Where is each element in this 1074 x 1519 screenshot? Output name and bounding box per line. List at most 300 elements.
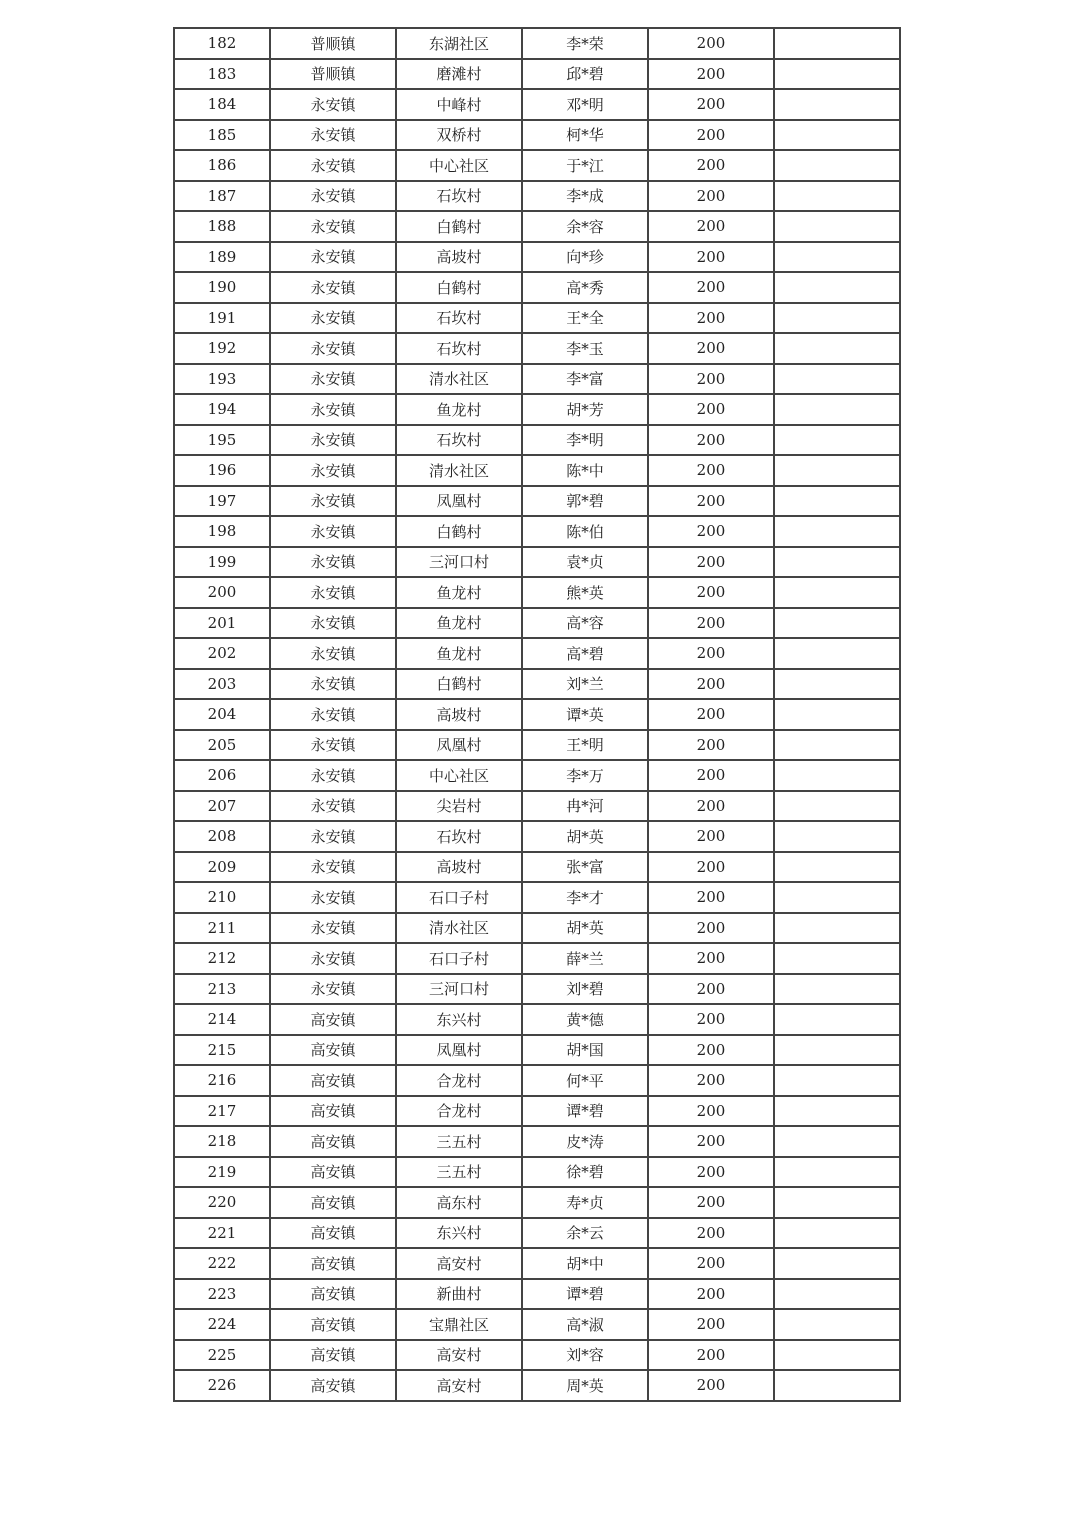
row-number-cell: 196	[174, 455, 270, 486]
village-cell: 鱼龙村	[396, 394, 522, 425]
row-number-cell: 218	[174, 1126, 270, 1157]
amount-cell: 200	[648, 577, 774, 608]
remark-cell	[774, 516, 900, 547]
table-row	[174, 364, 900, 395]
village-cell: 石坎村	[396, 333, 522, 364]
name-cell: 谭*碧	[522, 1279, 648, 1310]
row-number-cell: 189	[174, 242, 270, 273]
row-number-cell: 219	[174, 1157, 270, 1188]
remark-cell	[774, 120, 900, 151]
amount-cell: 200	[648, 1035, 774, 1066]
town-cell: 永安镇	[270, 730, 396, 761]
name-cell: 胡*国	[522, 1035, 648, 1066]
town-cell: 高安镇	[270, 1126, 396, 1157]
village-cell: 石口子村	[396, 882, 522, 913]
name-cell: 张*富	[522, 852, 648, 883]
row-number-cell: 184	[174, 89, 270, 120]
table-row	[174, 333, 900, 364]
table-row	[174, 59, 900, 90]
name-cell: 黄*德	[522, 1004, 648, 1035]
name-cell: 陈*中	[522, 455, 648, 486]
name-cell: 李*明	[522, 425, 648, 456]
town-cell: 永安镇	[270, 699, 396, 730]
name-cell: 刘*碧	[522, 974, 648, 1005]
row-number-cell: 186	[174, 150, 270, 181]
amount-cell: 200	[648, 1309, 774, 1340]
remark-cell	[774, 1157, 900, 1188]
row-number-cell: 207	[174, 791, 270, 822]
village-cell: 新曲村	[396, 1279, 522, 1310]
row-number-cell: 199	[174, 547, 270, 578]
remark-cell	[774, 577, 900, 608]
row-number-cell: 195	[174, 425, 270, 456]
town-cell: 永安镇	[270, 242, 396, 273]
table-row	[174, 1096, 900, 1127]
village-cell: 三河口村	[396, 547, 522, 578]
remark-cell	[774, 943, 900, 974]
row-number-cell: 225	[174, 1340, 270, 1371]
town-cell: 永安镇	[270, 913, 396, 944]
table-row	[174, 1035, 900, 1066]
table-row	[174, 974, 900, 1005]
table-row	[174, 852, 900, 883]
table-row	[174, 760, 900, 791]
remark-cell	[774, 791, 900, 822]
remark-cell	[774, 364, 900, 395]
table-row	[174, 28, 900, 59]
row-number-cell: 187	[174, 181, 270, 212]
town-cell: 永安镇	[270, 181, 396, 212]
name-cell: 李*成	[522, 181, 648, 212]
name-cell: 李*万	[522, 760, 648, 791]
amount-cell: 200	[648, 333, 774, 364]
remark-cell	[774, 59, 900, 90]
table-row	[174, 699, 900, 730]
town-cell: 永安镇	[270, 486, 396, 517]
amount-cell: 200	[648, 791, 774, 822]
name-cell: 李*富	[522, 364, 648, 395]
town-cell: 永安镇	[270, 638, 396, 669]
remark-cell	[774, 821, 900, 852]
town-cell: 永安镇	[270, 547, 396, 578]
town-cell: 永安镇	[270, 516, 396, 547]
name-cell: 刘*容	[522, 1340, 648, 1371]
name-cell: 胡*英	[522, 913, 648, 944]
table-row	[174, 425, 900, 456]
name-cell: 周*英	[522, 1370, 648, 1401]
town-cell: 高安镇	[270, 1065, 396, 1096]
table-row	[174, 577, 900, 608]
name-cell: 于*江	[522, 150, 648, 181]
amount-cell: 200	[648, 425, 774, 456]
name-cell: 王*全	[522, 303, 648, 334]
village-cell: 高坡村	[396, 852, 522, 883]
village-cell: 石坎村	[396, 821, 522, 852]
amount-cell: 200	[648, 211, 774, 242]
town-cell: 高安镇	[270, 1004, 396, 1035]
row-number-cell: 221	[174, 1218, 270, 1249]
amount-cell: 200	[648, 1340, 774, 1371]
table-row	[174, 1004, 900, 1035]
name-cell: 高*容	[522, 608, 648, 639]
table-row	[174, 1340, 900, 1371]
amount-cell: 200	[648, 730, 774, 761]
town-cell: 永安镇	[270, 821, 396, 852]
remark-cell	[774, 242, 900, 273]
amount-cell: 200	[648, 516, 774, 547]
village-cell: 鱼龙村	[396, 577, 522, 608]
amount-cell: 200	[648, 974, 774, 1005]
town-cell: 永安镇	[270, 272, 396, 303]
row-number-cell: 206	[174, 760, 270, 791]
table-row	[174, 943, 900, 974]
amount-cell: 200	[648, 364, 774, 395]
remark-cell	[774, 730, 900, 761]
table-row	[174, 150, 900, 181]
town-cell: 永安镇	[270, 89, 396, 120]
village-cell: 东兴村	[396, 1218, 522, 1249]
row-number-cell: 210	[174, 882, 270, 913]
town-cell: 永安镇	[270, 760, 396, 791]
village-cell: 合龙村	[396, 1096, 522, 1127]
village-cell: 清水社区	[396, 364, 522, 395]
row-number-cell: 183	[174, 59, 270, 90]
name-cell: 薛*兰	[522, 943, 648, 974]
name-cell: 李*荣	[522, 28, 648, 59]
table-row	[174, 1187, 900, 1218]
remark-cell	[774, 913, 900, 944]
amount-cell: 200	[648, 303, 774, 334]
amount-cell: 200	[648, 1279, 774, 1310]
village-cell: 三河口村	[396, 974, 522, 1005]
remark-cell	[774, 1035, 900, 1066]
amount-cell: 200	[648, 1218, 774, 1249]
row-number-cell: 222	[174, 1248, 270, 1279]
remark-cell	[774, 1096, 900, 1127]
remark-cell	[774, 455, 900, 486]
remark-cell	[774, 1340, 900, 1371]
town-cell: 普顺镇	[270, 59, 396, 90]
amount-cell: 200	[648, 1248, 774, 1279]
table-row	[174, 89, 900, 120]
name-cell: 谭*英	[522, 699, 648, 730]
row-number-cell: 182	[174, 28, 270, 59]
town-cell: 永安镇	[270, 943, 396, 974]
roster-table-body	[174, 28, 900, 1401]
row-number-cell: 215	[174, 1035, 270, 1066]
remark-cell	[774, 211, 900, 242]
amount-cell: 200	[648, 272, 774, 303]
village-cell: 凤凰村	[396, 486, 522, 517]
town-cell: 永安镇	[270, 150, 396, 181]
row-number-cell: 214	[174, 1004, 270, 1035]
village-cell: 凤凰村	[396, 1035, 522, 1066]
village-cell: 合龙村	[396, 1065, 522, 1096]
remark-cell	[774, 760, 900, 791]
amount-cell: 200	[648, 28, 774, 59]
town-cell: 永安镇	[270, 882, 396, 913]
table-row	[174, 608, 900, 639]
amount-cell: 200	[648, 242, 774, 273]
amount-cell: 200	[648, 120, 774, 151]
table-row	[174, 1065, 900, 1096]
remark-cell	[774, 1065, 900, 1096]
village-cell: 鱼龙村	[396, 638, 522, 669]
amount-cell: 200	[648, 608, 774, 639]
town-cell: 高安镇	[270, 1309, 396, 1340]
amount-cell: 200	[648, 638, 774, 669]
row-number-cell: 194	[174, 394, 270, 425]
amount-cell: 200	[648, 1065, 774, 1096]
table-row	[174, 120, 900, 151]
remark-cell	[774, 150, 900, 181]
village-cell: 三五村	[396, 1157, 522, 1188]
town-cell: 永安镇	[270, 333, 396, 364]
amount-cell: 200	[648, 1126, 774, 1157]
town-cell: 高安镇	[270, 1096, 396, 1127]
remark-cell	[774, 89, 900, 120]
name-cell: 皮*涛	[522, 1126, 648, 1157]
remark-cell	[774, 272, 900, 303]
village-cell: 石坎村	[396, 303, 522, 334]
row-number-cell: 203	[174, 669, 270, 700]
village-cell: 白鹤村	[396, 516, 522, 547]
remark-cell	[774, 1126, 900, 1157]
table-row	[174, 181, 900, 212]
row-number-cell: 217	[174, 1096, 270, 1127]
village-cell: 高安村	[396, 1340, 522, 1371]
name-cell: 袁*贞	[522, 547, 648, 578]
table-row	[174, 730, 900, 761]
name-cell: 高*碧	[522, 638, 648, 669]
town-cell: 永安镇	[270, 120, 396, 151]
amount-cell: 200	[648, 89, 774, 120]
row-number-cell: 209	[174, 852, 270, 883]
name-cell: 谭*碧	[522, 1096, 648, 1127]
name-cell: 刘*兰	[522, 669, 648, 700]
amount-cell: 200	[648, 669, 774, 700]
row-number-cell: 185	[174, 120, 270, 151]
town-cell: 永安镇	[270, 394, 396, 425]
name-cell: 高*淑	[522, 1309, 648, 1340]
remark-cell	[774, 1248, 900, 1279]
town-cell: 高安镇	[270, 1187, 396, 1218]
name-cell: 李*才	[522, 882, 648, 913]
amount-cell: 200	[648, 59, 774, 90]
village-cell: 白鹤村	[396, 669, 522, 700]
table-row	[174, 791, 900, 822]
remark-cell	[774, 669, 900, 700]
name-cell: 熊*英	[522, 577, 648, 608]
table-row	[174, 394, 900, 425]
name-cell: 王*明	[522, 730, 648, 761]
table-row	[174, 486, 900, 517]
name-cell: 邱*碧	[522, 59, 648, 90]
row-number-cell: 198	[174, 516, 270, 547]
row-number-cell: 188	[174, 211, 270, 242]
name-cell: 邓*明	[522, 89, 648, 120]
roster-table	[173, 27, 901, 1402]
row-number-cell: 190	[174, 272, 270, 303]
row-number-cell: 212	[174, 943, 270, 974]
name-cell: 郭*碧	[522, 486, 648, 517]
table-row	[174, 1279, 900, 1310]
amount-cell: 200	[648, 1096, 774, 1127]
table-row	[174, 242, 900, 273]
town-cell: 永安镇	[270, 303, 396, 334]
village-cell: 高坡村	[396, 699, 522, 730]
remark-cell	[774, 303, 900, 334]
remark-cell	[774, 1218, 900, 1249]
remark-cell	[774, 394, 900, 425]
village-cell: 石坎村	[396, 181, 522, 212]
remark-cell	[774, 1370, 900, 1401]
village-cell: 宝鼎社区	[396, 1309, 522, 1340]
town-cell: 普顺镇	[270, 28, 396, 59]
village-cell: 白鹤村	[396, 211, 522, 242]
amount-cell: 200	[648, 760, 774, 791]
row-number-cell: 193	[174, 364, 270, 395]
table-row	[174, 272, 900, 303]
town-cell: 永安镇	[270, 577, 396, 608]
table-row	[174, 547, 900, 578]
village-cell: 石口子村	[396, 943, 522, 974]
row-number-cell: 201	[174, 608, 270, 639]
name-cell: 向*珍	[522, 242, 648, 273]
town-cell: 永安镇	[270, 364, 396, 395]
table-row	[174, 913, 900, 944]
town-cell: 永安镇	[270, 425, 396, 456]
row-number-cell: 200	[174, 577, 270, 608]
table-row	[174, 669, 900, 700]
table-row	[174, 1248, 900, 1279]
village-cell: 鱼龙村	[396, 608, 522, 639]
remark-cell	[774, 608, 900, 639]
remark-cell	[774, 882, 900, 913]
village-cell: 高安村	[396, 1370, 522, 1401]
remark-cell	[774, 1004, 900, 1035]
town-cell: 高安镇	[270, 1248, 396, 1279]
remark-cell	[774, 333, 900, 364]
village-cell: 东湖社区	[396, 28, 522, 59]
village-cell: 三五村	[396, 1126, 522, 1157]
table-row	[174, 1157, 900, 1188]
remark-cell	[774, 486, 900, 517]
amount-cell: 200	[648, 150, 774, 181]
table-row	[174, 1126, 900, 1157]
amount-cell: 200	[648, 1004, 774, 1035]
table-row	[174, 1309, 900, 1340]
amount-cell: 200	[648, 486, 774, 517]
row-number-cell: 202	[174, 638, 270, 669]
town-cell: 永安镇	[270, 852, 396, 883]
name-cell: 胡*芳	[522, 394, 648, 425]
town-cell: 高安镇	[270, 1035, 396, 1066]
name-cell: 徐*碧	[522, 1157, 648, 1188]
amount-cell: 200	[648, 547, 774, 578]
amount-cell: 200	[648, 699, 774, 730]
village-cell: 高坡村	[396, 242, 522, 273]
name-cell: 寿*贞	[522, 1187, 648, 1218]
name-cell: 陈*伯	[522, 516, 648, 547]
village-cell: 高安村	[396, 1248, 522, 1279]
table-row	[174, 1370, 900, 1401]
town-cell: 高安镇	[270, 1279, 396, 1310]
row-number-cell: 204	[174, 699, 270, 730]
village-cell: 高东村	[396, 1187, 522, 1218]
amount-cell: 200	[648, 821, 774, 852]
name-cell: 何*平	[522, 1065, 648, 1096]
town-cell: 永安镇	[270, 669, 396, 700]
remark-cell	[774, 1279, 900, 1310]
row-number-cell: 211	[174, 913, 270, 944]
row-number-cell: 208	[174, 821, 270, 852]
table-row	[174, 211, 900, 242]
village-cell: 中心社区	[396, 150, 522, 181]
row-number-cell: 226	[174, 1370, 270, 1401]
name-cell: 冉*河	[522, 791, 648, 822]
name-cell: 李*玉	[522, 333, 648, 364]
village-cell: 双桥村	[396, 120, 522, 151]
village-cell: 东兴村	[396, 1004, 522, 1035]
amount-cell: 200	[648, 1157, 774, 1188]
table-row	[174, 455, 900, 486]
amount-cell: 200	[648, 943, 774, 974]
row-number-cell: 192	[174, 333, 270, 364]
name-cell: 胡*英	[522, 821, 648, 852]
remark-cell	[774, 638, 900, 669]
remark-cell	[774, 699, 900, 730]
row-number-cell: 220	[174, 1187, 270, 1218]
name-cell: 余*云	[522, 1218, 648, 1249]
village-cell: 尖岩村	[396, 791, 522, 822]
remark-cell	[774, 1187, 900, 1218]
row-number-cell: 213	[174, 974, 270, 1005]
town-cell: 高安镇	[270, 1218, 396, 1249]
row-number-cell: 224	[174, 1309, 270, 1340]
village-cell: 凤凰村	[396, 730, 522, 761]
name-cell: 柯*华	[522, 120, 648, 151]
remark-cell	[774, 181, 900, 212]
amount-cell: 200	[648, 181, 774, 212]
table-row	[174, 821, 900, 852]
amount-cell: 200	[648, 455, 774, 486]
row-number-cell: 216	[174, 1065, 270, 1096]
amount-cell: 200	[648, 1370, 774, 1401]
remark-cell	[774, 974, 900, 1005]
village-cell: 石坎村	[396, 425, 522, 456]
remark-cell	[774, 547, 900, 578]
town-cell: 永安镇	[270, 974, 396, 1005]
remark-cell	[774, 425, 900, 456]
name-cell: 高*秀	[522, 272, 648, 303]
row-number-cell: 197	[174, 486, 270, 517]
town-cell: 高安镇	[270, 1157, 396, 1188]
amount-cell: 200	[648, 882, 774, 913]
amount-cell: 200	[648, 852, 774, 883]
remark-cell	[774, 28, 900, 59]
village-cell: 白鹤村	[396, 272, 522, 303]
town-cell: 永安镇	[270, 791, 396, 822]
amount-cell: 200	[648, 1187, 774, 1218]
name-cell: 胡*中	[522, 1248, 648, 1279]
town-cell: 永安镇	[270, 211, 396, 242]
town-cell: 永安镇	[270, 455, 396, 486]
town-cell: 高安镇	[270, 1370, 396, 1401]
table-row	[174, 303, 900, 334]
amount-cell: 200	[648, 394, 774, 425]
table-row	[174, 882, 900, 913]
